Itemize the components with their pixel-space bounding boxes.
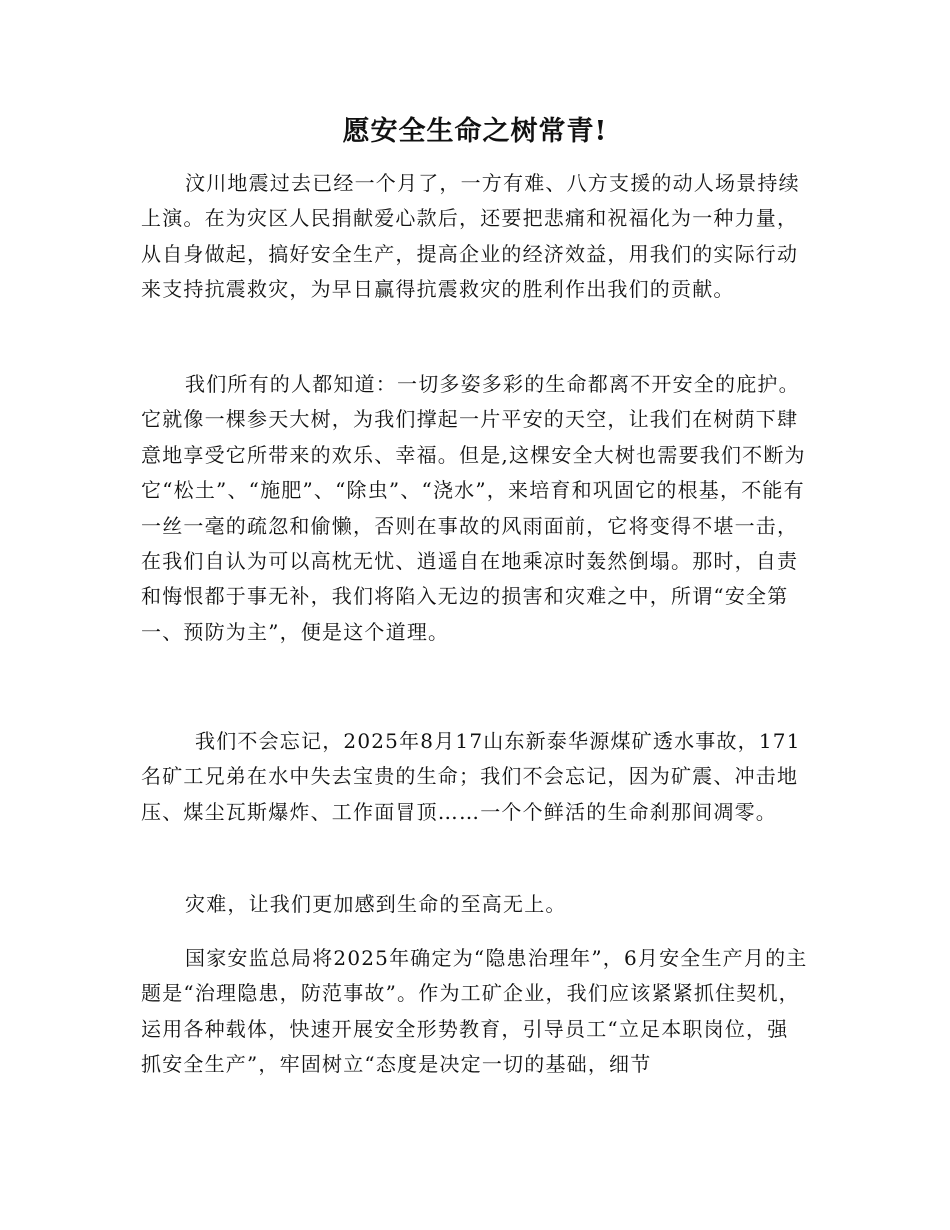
paragraph-disaster-lesson: 灾难，让我们更加感到生命的至高无上。: [185, 892, 567, 916]
paragraph-safety-tree: 我们所有的人都知道：一切多姿多彩的生命都离不开安全的庇护。它就像一棵参天大树，为我们撑起一片平安的天空，让我们在树荫下肆意地享受它所带来的欢乐、幸福。但是,这棵安全大树也需要我们不断为它“松土”、“施肥”、“除虫”、“浇水”，来培育和巩固它的根基，不能有一丝一毫的疏忽和偷懒，否则在事故的风雨面前，它将变得不堪一击，在我们自认为可以高枕无忧、逍遥自在地乘凉时轰然倒塌。那时，自责和悔恨都于事无补，我们将陷入无边的损害和灾难之中，所谓“安全第一、预防为主”，便是这个道理。: [141, 372, 806, 644]
paragraph-earthquake-support: 汶川地震过去已经一个月了，一方有难、八方支援的动人场景持续上演。在为灾区人民捐献爱心款后，还要把悲痛和祝福化为一种力量，从自身做起，搞好安全生产，提高企业的经济效益，用我们的实际行动来支持抗震救灾，为早日赢得抗震救灾的胜利作出我们的贡献。: [141, 171, 800, 302]
paragraph-mine-accidents: 我们不会忘记，2025年8月17山东新泰华源煤矿透水事故，171名矿工兄弟在水中失去宝贵的生命；我们不会忘记，因为矿震、冲击地压、煤尘瓦斯爆炸、工作面冒顶……一个个鲜活的生命刹那间凋零。: [141, 729, 801, 824]
paragraph-hazard-year: 国家安监总局将2025年确定为“隐患治理年”，6月安全生产月的主题是“治理隐患，防范事故”。作为工矿企业，我们应该紧紧抓住契机，运用各种载体，快速开展安全形势教育，引导员工“立足本职岗位，强抓安全生产”，牢固树立“态度是决定一切的基础，细节: [141, 946, 808, 1077]
document-title: 愿安全生命之树常青!: [342, 116, 608, 147]
